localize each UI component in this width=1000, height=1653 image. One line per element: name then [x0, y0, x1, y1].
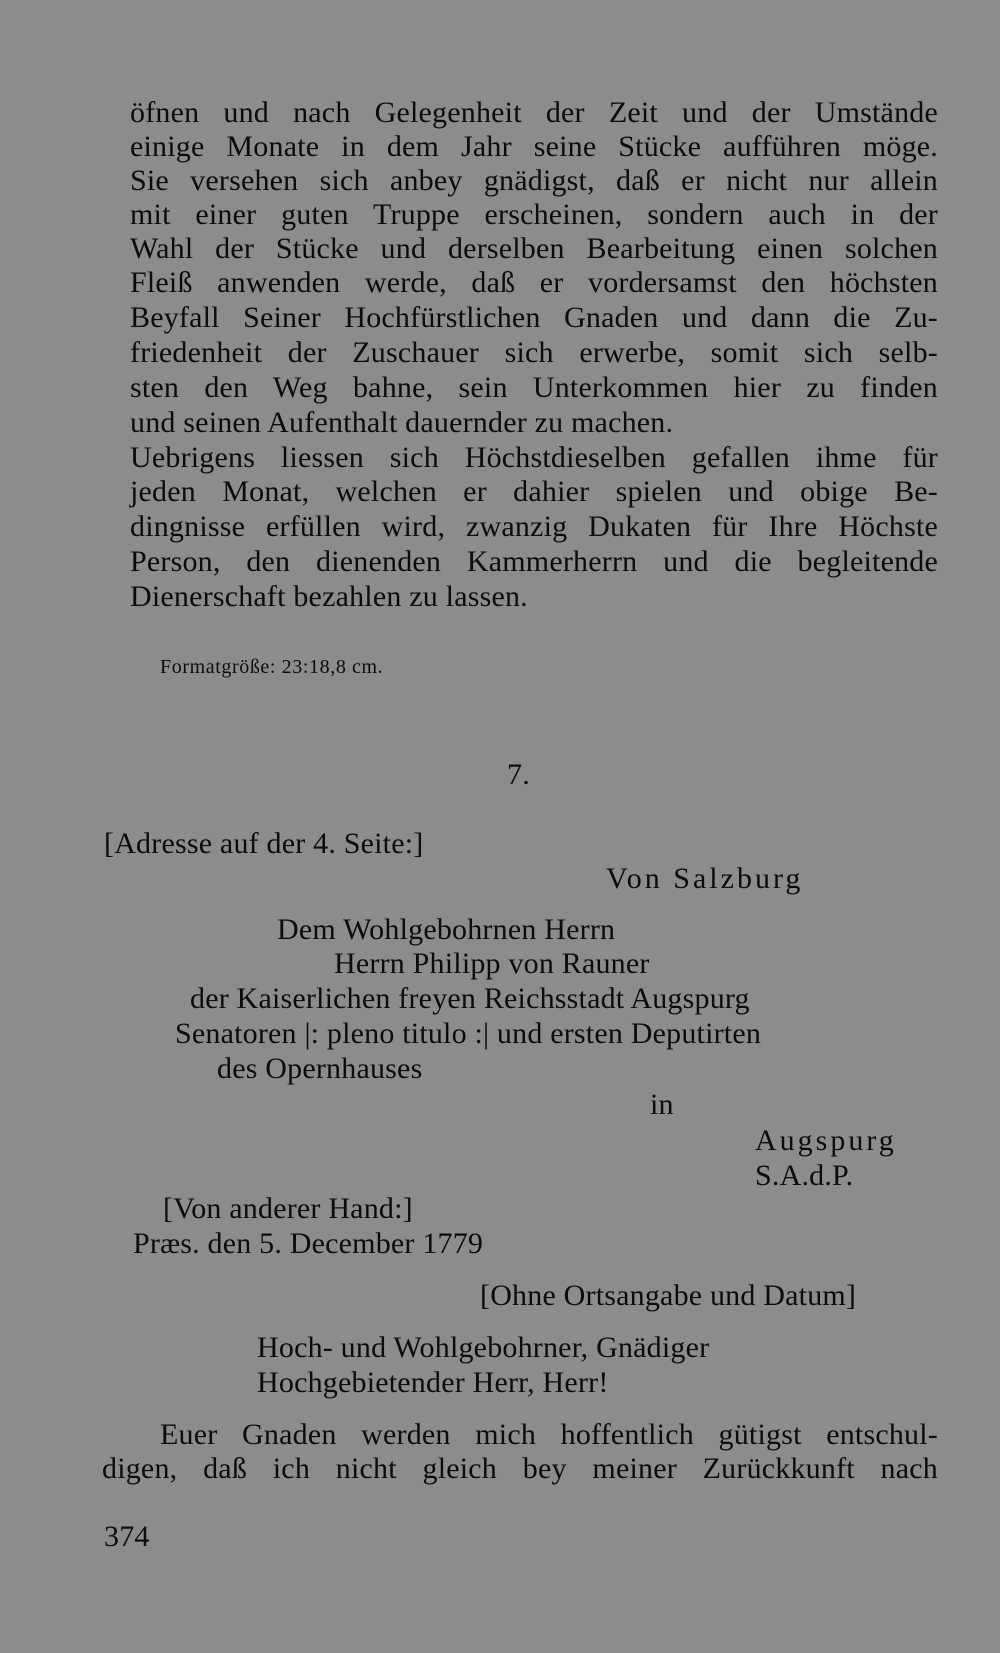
- address-line: Senatoren |: pleno titulo :| und ersten Deputirten: [175, 1017, 762, 1050]
- document-number: 7.: [507, 758, 530, 791]
- address-line: Dem Wohlgebohrnen Herrn: [277, 913, 616, 946]
- text-line: Beyfall Seiner Hochfürstlichen Gnaden und dann die Zu-: [130, 301, 938, 334]
- sender-place: Von Salzburg: [606, 862, 804, 895]
- place-date-note: [Ohne Ortsangabe und Datum]: [480, 1279, 857, 1312]
- text-line: einige Monate in dem Jahr seine Stücke aufführen möge.: [130, 130, 938, 163]
- text-line: Person, den dienenden Kammerherrn und die begleitende: [130, 545, 938, 578]
- text-line: Wahl der Stücke und derselben Bearbeitung einen solchen: [130, 232, 938, 265]
- text-line: Euer Gnaden werden mich hoffentlich gütigst entschul-: [160, 1418, 938, 1451]
- address-abbreviation: S.A.d.P.: [755, 1159, 854, 1192]
- presented-date: Præs. den 5. December 1779: [133, 1227, 484, 1260]
- text-line: mit einer guten Truppe erscheinen, sondern auch in der: [130, 198, 938, 231]
- text-line: Sie versehen sich anbey gnädigst, daß er nicht nur allein: [130, 164, 938, 197]
- text-line: Fleiß anwenden werde, daß er vordersamst den höchsten: [130, 266, 938, 299]
- text-line: und seinen Aufenthalt dauernder zu machen.: [130, 406, 674, 439]
- page-number: 374: [104, 1520, 150, 1553]
- address-note: [Adresse auf der 4. Seite:]: [104, 827, 424, 860]
- salutation-line: Hoch- und Wohlgebohrner, Gnädiger: [257, 1331, 710, 1364]
- text-line: jeden Monat, welchen er dahier spielen und obige Be-: [130, 475, 938, 508]
- format-note: Formatgröße: 23:18,8 cm.: [160, 656, 384, 678]
- text-line: Dienerschaft bezahlen zu lassen.: [130, 580, 528, 613]
- text-line: sten den Weg bahne, sein Unterkommen hier zu finden: [130, 371, 938, 404]
- address-line: des Opernhauses: [217, 1052, 423, 1085]
- text-line: dingnisse erfüllen wird, zwanzig Dukaten für Ihre Höchste: [130, 510, 938, 543]
- address-line: der Kaiserlichen freyen Reichsstadt Augspurg: [190, 982, 750, 1015]
- salutation-line: Hochgebietender Herr, Herr!: [257, 1366, 609, 1399]
- address-in: in: [650, 1088, 674, 1121]
- other-hand-note: [Von anderer Hand:]: [163, 1192, 413, 1225]
- address-city: Augspurg: [755, 1124, 897, 1157]
- text-line: Uebrigens liessen sich Höchstdieselben gefallen ihme für: [130, 441, 938, 474]
- text-line: öfnen und nach Gelegenheit der Zeit und der Umstände: [130, 96, 938, 129]
- address-line: Herrn Philipp von Rauner: [334, 947, 650, 980]
- text-line: digen, daß ich nicht gleich bey meiner Zurückkunft nach: [102, 1452, 938, 1485]
- text-line: friedenheit der Zuschauer sich erwerbe, somit sich selb-: [130, 336, 938, 369]
